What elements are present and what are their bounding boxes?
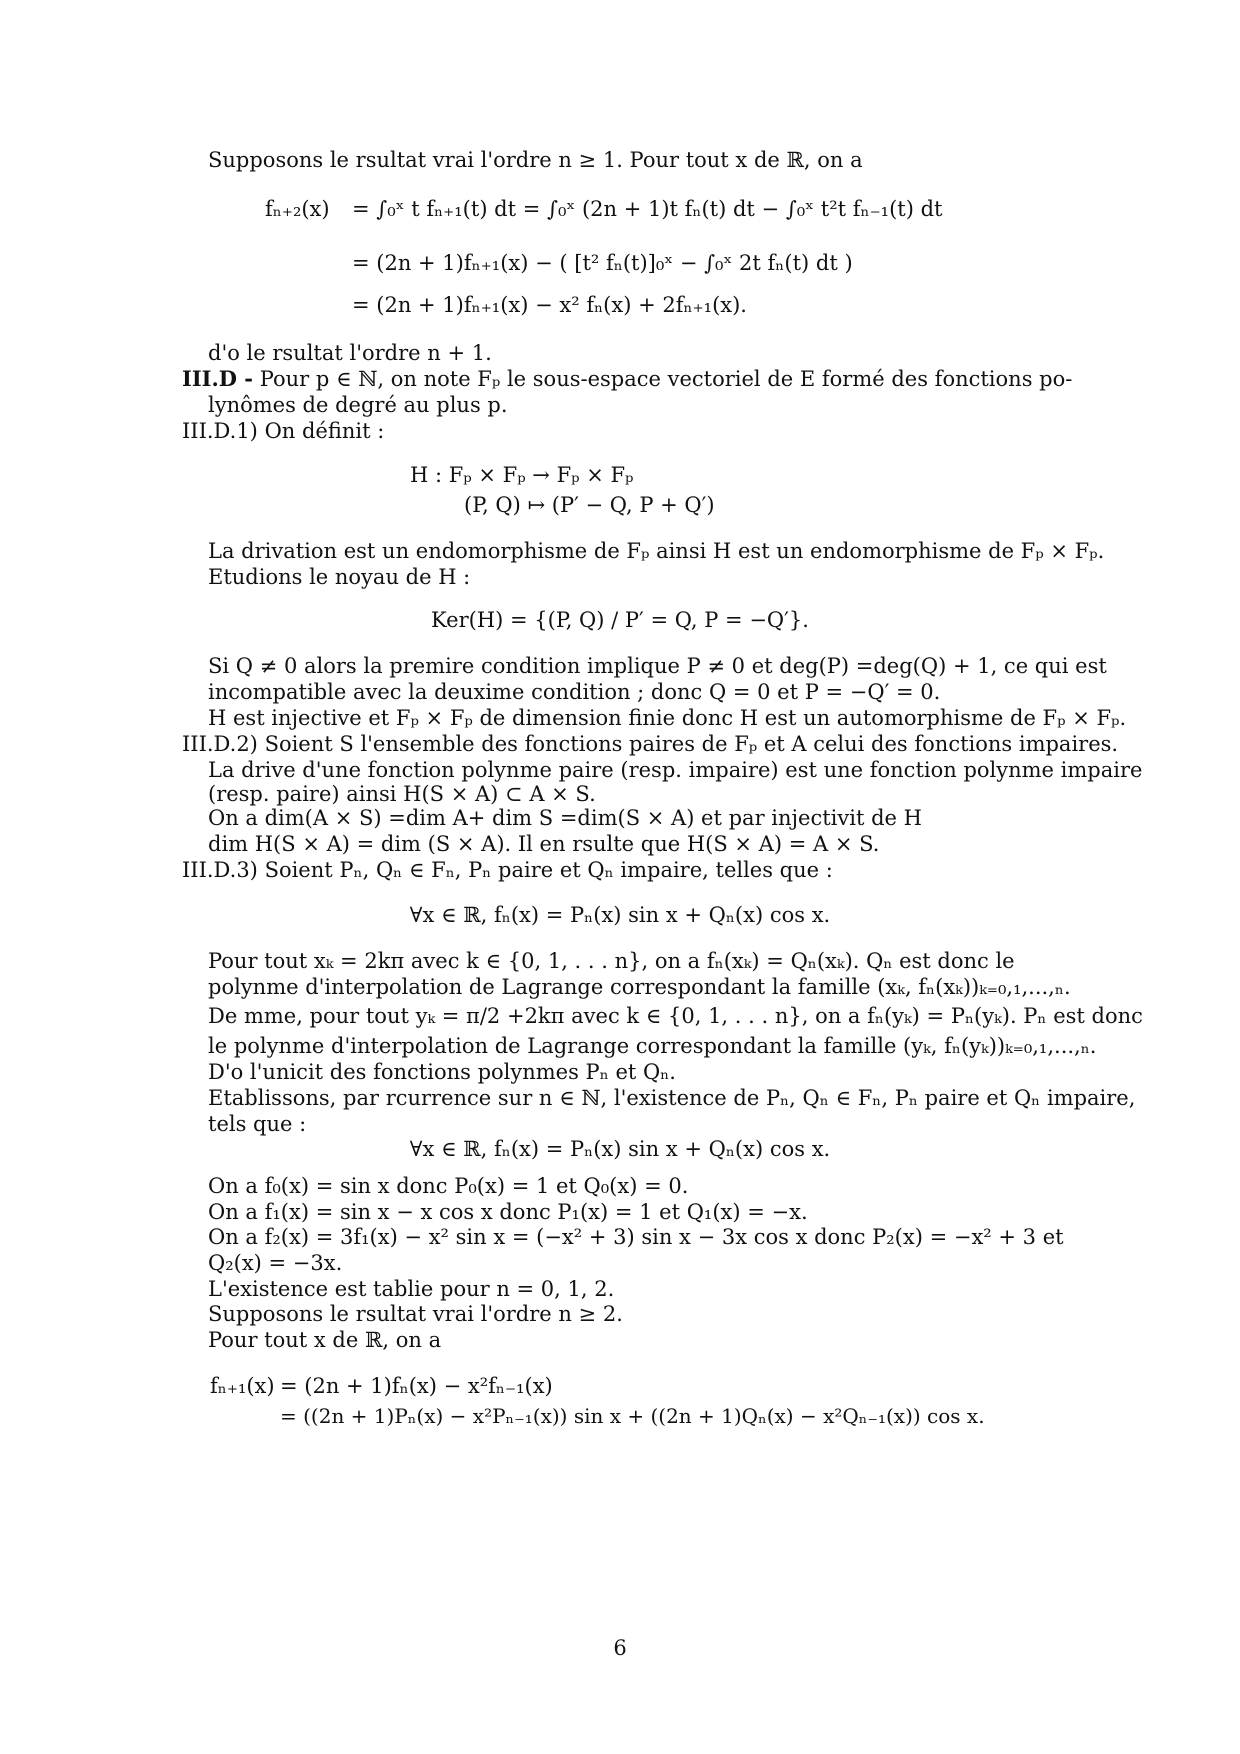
text-line: On a f₁(x) = sin x − x cos x donc P₁(x) = 1 et Q₁(x) = −x.	[208, 1200, 808, 1224]
text-line: Etudions le noyau de H :	[208, 565, 471, 589]
subsection-line	[182, 857, 833, 883]
text-line: Supposons le rsultat vrai l'ordre n ≥ 2.	[208, 1302, 623, 1326]
text-line: Soient Pₙ, Qₙ ∈ Fₙ, Pₙ paire et Qₙ impaire, telles que :	[257, 858, 833, 882]
text-line: On a dim(A × S) =dim A+ dim S =dim(S × A) et par injectivit de H	[208, 806, 922, 830]
text-line: On a f₀(x) = sin x donc P₀(x) = 1 et Q₀(x) = 0.	[208, 1174, 689, 1198]
equation-row: = ((2n + 1)Pₙ(x) − x²Pₙ₋₁(x)) sin x + ((2n + 1)Qₙ(x) − x²Qₙ₋₁(x)) cos x.	[280, 1404, 985, 1428]
equation-row: = (2n + 1)fₙ₊₁(x) − x² fₙ(x) + 2fₙ₊₁(x).	[352, 293, 747, 317]
equation-row: (P, Q) ↦ (P′ − Q, P + Q′)	[464, 493, 715, 517]
text-line: Pour p ∈ ℕ, on note Fₚ le sous-espace vectoriel de E formé des fonctions po-	[253, 367, 1073, 391]
text-line: Q₂(x) = −3x.	[208, 1251, 343, 1275]
text-line: D'o l'unicit des fonctions polynmes Pₙ et Qₙ.	[208, 1060, 676, 1084]
equation-centered: Ker(H) = {(P, Q) / P′ = Q, P = −Q′}.	[431, 608, 809, 632]
equation-centered: ∀x ∈ ℝ, fₙ(x) = Pₙ(x) sin x + Qₙ(x) cos x.	[409, 903, 831, 927]
text-line: Pour tout xₖ = 2kπ avec k ∈ {0, 1, . . . n}, on a fₙ(xₖ) = Qₙ(xₖ). Qₙ est donc le	[208, 949, 1015, 973]
text-line: d'o le rsultat l'ordre n + 1.	[208, 341, 492, 365]
equation-lhs: fₙ₊₂(x)	[265, 197, 330, 221]
text-line: (resp. paire) ainsi H(S × A) ⊂ A × S.	[208, 782, 596, 806]
text-line: Etablissons, par rcurrence sur n ∈ ℕ, l'existence de Pₙ, Qₙ ∈ Fₙ, Pₙ paire et Qₙ impaire,	[208, 1086, 1136, 1110]
subsection-heading: III.D.2)	[182, 732, 258, 756]
section-heading: III.D -	[182, 366, 254, 391]
text-line: On a f₂(x) = 3f₁(x) − x² sin x = (−x² + 3) sin x − 3x cos x donc P₂(x) = −x² + 3 et	[208, 1225, 1064, 1249]
equation-centered: ∀x ∈ ℝ, fₙ(x) = Pₙ(x) sin x + Qₙ(x) cos x.	[409, 1137, 831, 1161]
text-line: le polynme d'interpolation de Lagrange correspondant la famille (yₖ, fₙ(yₖ))ₖ₌₀,₁,...,ₙ.	[208, 1034, 1097, 1058]
equation-row: H : Fₚ × Fₚ → Fₚ × Fₚ	[410, 463, 634, 487]
text-line: On définit :	[257, 419, 385, 443]
text-line: Pour tout x de ℝ, on a	[208, 1328, 442, 1352]
text-line: tels que :	[208, 1112, 307, 1136]
text-line: lynômes de degré au plus p.	[208, 393, 508, 417]
subsection-line	[182, 418, 384, 444]
equation-row: = (2n + 1)fₙ₊₁(x) − ( [t² fₙ(t)]₀ˣ − ∫₀ˣ 2t fₙ(t) dt )	[352, 251, 853, 275]
text-line: De mme, pour tout yₖ = π/2 +2kπ avec k ∈ {0, 1, . . . n}, on a fₙ(yₖ) = Pₙ(yₖ). Pₙ est donc	[208, 1004, 1143, 1028]
text-line: L'existence est tablie pour n = 0, 1, 2.	[208, 1277, 615, 1301]
subsection-line	[182, 731, 1118, 757]
equation-lhs: fₙ₊₁(x)	[210, 1374, 275, 1398]
subsection-heading: III.D.3)	[182, 858, 258, 882]
text-line: H est injective et Fₚ × Fₚ de dimension finie donc H est un automorphisme de Fₚ × Fₚ.	[208, 706, 1127, 730]
subsection-heading: III.D.1)	[182, 419, 258, 443]
section-heading-line	[182, 366, 1072, 392]
text-line: dim H(S × A) = dim (S × A). Il en rsulte que H(S × A) = A × S.	[208, 832, 880, 856]
equation-row: = ∫₀ˣ t fₙ₊₁(t) dt = ∫₀ˣ (2n + 1)t fₙ(t) dt − ∫₀ˣ t²t fₙ₋₁(t) dt	[352, 197, 943, 221]
text-line: Si Q ≠ 0 alors la premire condition implique P ≠ 0 et deg(P) =deg(Q) + 1, ce qui est	[208, 654, 1107, 678]
text-line: Supposons le rsultat vrai l'ordre n ≥ 1. Pour tout x de ℝ, on a	[208, 148, 863, 172]
text-line: polynme d'interpolation de Lagrange correspondant la famille (xₖ, fₙ(xₖ))ₖ₌₀,₁,...,ₙ.	[208, 975, 1071, 999]
equation-row: = (2n + 1)fₙ(x) − x²fₙ₋₁(x)	[280, 1374, 553, 1398]
text-line: La drive d'une fonction polynme paire (resp. impaire) est une fonction polynme impaire	[208, 758, 1143, 782]
text-line: La drivation est un endomorphisme de Fₚ ainsi H est un endomorphisme de Fₚ × Fₚ.	[208, 539, 1105, 563]
text-line: incompatible avec la deuxime condition ; donc Q = 0 et P = −Q′ = 0.	[208, 680, 941, 704]
text-line: Soient S l'ensemble des fonctions paires de Fₚ et A celui des fonctions impaires.	[257, 732, 1119, 756]
page-number: 6	[613, 1636, 627, 1660]
